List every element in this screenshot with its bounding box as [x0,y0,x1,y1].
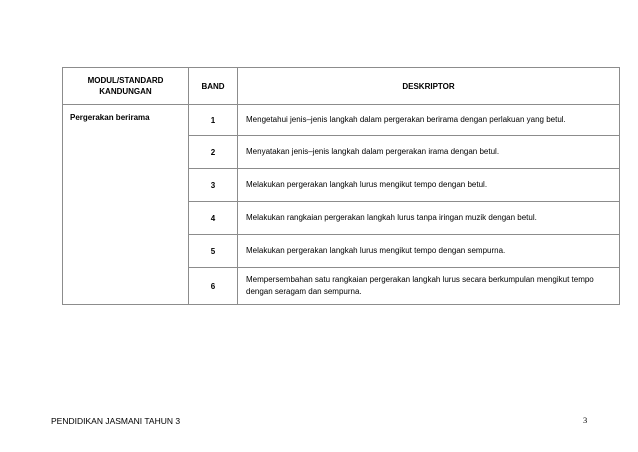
module-value: Pergerakan berirama [70,113,150,122]
descriptor-cell: Melakukan pergerakan langkah lurus mengikut tempo dengan betul. [238,169,620,202]
descriptor-cell: Mengetahui jenis–jenis langkah dalam pergerakan berirama dengan perlakuan yang betul. [238,105,620,136]
band-cell: 6 [189,268,238,305]
header-module-label: MODUL/STANDARD KANDUNGAN [87,76,164,96]
band-cell: 5 [189,235,238,268]
footer-title: PENDIDIKAN JASMANI TAHUN 3 [51,416,181,426]
header-module [63,68,189,105]
descriptor-cell: Melakukan pergerakan langkah lurus mengikut tempo dengan sempurna. [238,235,620,268]
band-cell: 1 [189,105,238,136]
band-cell: 3 [189,169,238,202]
table-row [63,105,620,136]
table-header-row [63,68,620,105]
rubric-table [62,67,620,305]
module-cell [63,105,189,305]
descriptor-cell: Melakukan rangkaian pergerakan langkah lurus tanpa iringan muzik dengan betul. [238,202,620,235]
header-descriptor-label: DESKRIPTOR [402,81,455,91]
header-band-label: BAND [201,81,225,91]
descriptor-cell: Mempersembahan satu rangkaian pergerakan langkah lurus secara berkumpulan mengikut tempo dengan seragam dan sempurna. [238,268,620,305]
header-band [189,68,238,105]
band-cell: 4 [189,202,238,235]
header-descriptor [238,68,620,105]
band-cell: 2 [189,136,238,169]
page-number: 3 [583,415,588,425]
descriptor-cell: Menyatakan jenis–jenis langkah dalam pergerakan irama dengan betul. [238,136,620,169]
